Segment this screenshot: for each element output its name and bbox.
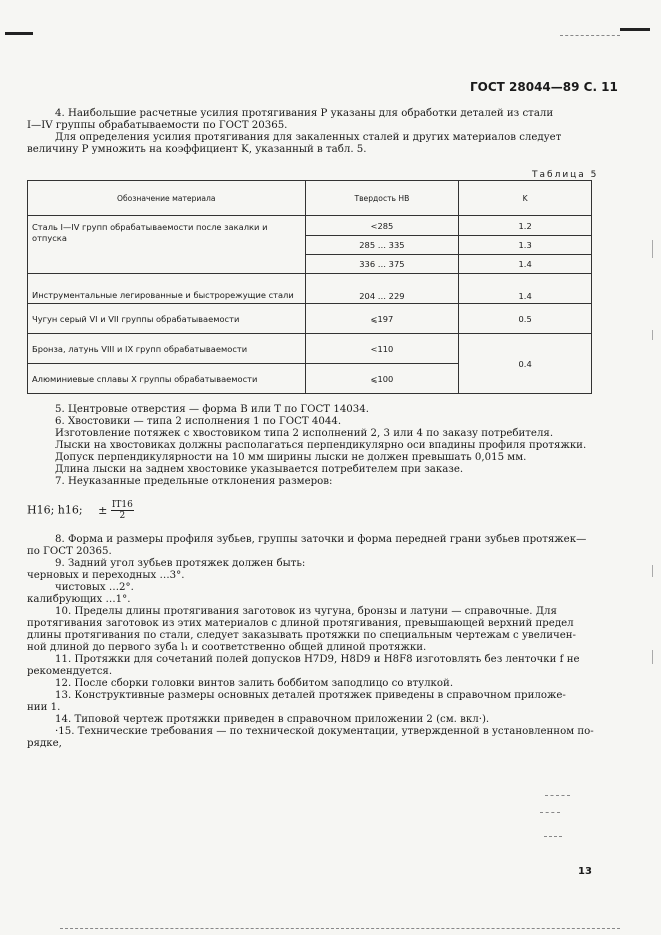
text-line: Длина лыски на заднем хвостовике указывается потребителем при заказе. [55,464,464,475]
k-cell: 1.2 [459,216,592,236]
hardness-cell: ⩽197 [305,304,459,334]
column-header: Твердость НВ [305,181,459,216]
material-cell: Сталь I—IV групп обрабатываемости после закалки и отпуска [28,216,306,274]
text-line: 6. Хвостовики — типа 2 исполнения 1 по ГОСТ 4044. [55,416,342,427]
table-5 [27,180,592,394]
formula-left: H16; h16; [27,503,83,517]
hardness-cell: <285 [305,216,459,236]
text-line: калибрующих …1°. [27,594,131,605]
table-row [28,274,592,304]
material-cell: Инструментальные легированные и быстрорежущие стали [28,274,306,304]
scan-dash-top [560,35,620,36]
text-line: рядке, [27,738,62,749]
text-line: протягивания заготовок из этих материалов с длиной протягивания, превышающей верхний предел [27,618,574,629]
table-row [28,334,592,364]
hardness-cell: 336 … 375 [305,255,459,274]
scan-edge-mark [652,330,653,340]
paragraph-4 [27,108,561,156]
material-cell: Алюминиевые сплавы X группы обрабатываемости [28,364,306,394]
k-cell: 1.3 [459,236,592,255]
k-cell: 0.4 [459,334,592,394]
text-line: Изготовление потяжек с хвостовиком типа 2 исполнений 2, 3 или 4 по заказу потребителя. [55,428,554,439]
scan-dash-bottom [545,795,570,796]
fraction-numerator: IT16 [111,500,133,510]
k-cell: 0.5 [459,304,592,334]
text-line: Лыски на хвостовиках должны располагаться перпендикулярно оси впадины профиля протяжки. [55,440,587,451]
scan-dash-bottom [540,812,560,813]
text-line: Для определения усилия протягивания для закаленных сталей и других материалов следует [55,132,562,143]
text-line: 4. Наибольшие расчетные усилия протягивания P указаны для обработки деталей из стали [55,108,554,119]
table-row [28,216,592,236]
text-line: 5. Центровые отверстия — форма В или Т по ГОСТ 14034. [55,404,369,415]
table-header-row [28,181,592,216]
scan-edge-mark [652,240,653,258]
text-line: 14. Типовой чертеж протяжки приведен в справочном приложении 2 (см. вкл·). [55,714,490,725]
text-line: черновых и переходных …3°. [27,570,185,581]
paragraphs-8-15 [27,534,594,750]
formula-plus-minus: ± [98,503,108,517]
k-cell: 1.4 [459,274,592,304]
paragraphs-5-7 [27,404,586,488]
table-row [28,304,592,334]
fraction-denominator: 2 [119,511,126,521]
material-cell: Бронза, латунь VIII и IX групп обрабатываемости [28,334,306,364]
page-number: 13 [578,866,592,877]
text-line: 9. Задний угол зубьев протяжек должен быть: [55,558,306,569]
text-line: 7. Неуказанные предельные отклонения размеров: [55,476,333,487]
table-caption: Таблица 5 [532,170,599,180]
scan-mark-top-right [620,28,650,31]
scan-dash-bottom [60,928,620,929]
scan-mark-top-left [5,32,33,35]
text-line: I—IV группы обрабатываемости по ГОСТ 20365. [27,120,288,131]
text-line: чистовых …2°. [55,582,134,593]
text-line: 13. Конструктивные размеры основных деталей протяжек приведены в справочном приложе- [55,690,566,701]
material-cell: Чугун серый VI и VII группы обрабатываемости [28,304,306,334]
text-line: 8. Форма и размеры профиля зубьев, группы заточки и форма передней грани зубьев протяжек— [55,534,587,545]
text-line: нии 1. [27,702,61,713]
text-line: величину P умножить на коэффициент K, указанный в табл. 5. [27,144,367,155]
text-line: Допуск перпендикулярности на 10 мм ширины лыски не должен превышать 0,015 мм. [55,452,527,463]
page-header: ГОСТ 28044—89 С. 11 [470,80,618,94]
scan-dash-bottom [544,836,562,837]
formula-fraction [111,500,134,521]
k-cell: 1.4 [459,255,592,274]
hardness-cell: ⩽100 [305,364,459,394]
text-line: длины протягивания по стали, следует заказывать протяжки по специальным чертежам с увеличен- [27,630,576,641]
hardness-cell: <110 [305,334,459,364]
text-line: 10. Пределы длины протягивания заготовок из чугуна, бронзы и латуни — справочные. Для [55,606,557,617]
scan-edge-mark [652,565,653,577]
formula [27,500,134,521]
text-line: 12. После сборки головки винтов залить боббитом заподлицо со втулкой. [55,678,454,689]
column-header: Обозначение материала [28,181,306,216]
text-line: рекомендуется. [27,666,113,677]
text-line: 11. Протяжки для сочетаний полей допусков H7D9, H8D9 и H8F8 изготовлять без ленточки f не [55,654,580,665]
hardness-cell: 285 … 335 [305,236,459,255]
column-header: K [459,181,592,216]
text-line: ·15. Технические требования — по технической документации, утвержденной в установленном по- [55,726,594,737]
text-line: ной длиной до первого зуба l₁ и соответственно общей длиной протяжки. [27,642,427,653]
scan-edge-mark [652,650,653,664]
hardness-cell: 204 … 229 [305,274,459,304]
text-line: по ГОСТ 20365. [27,546,112,557]
